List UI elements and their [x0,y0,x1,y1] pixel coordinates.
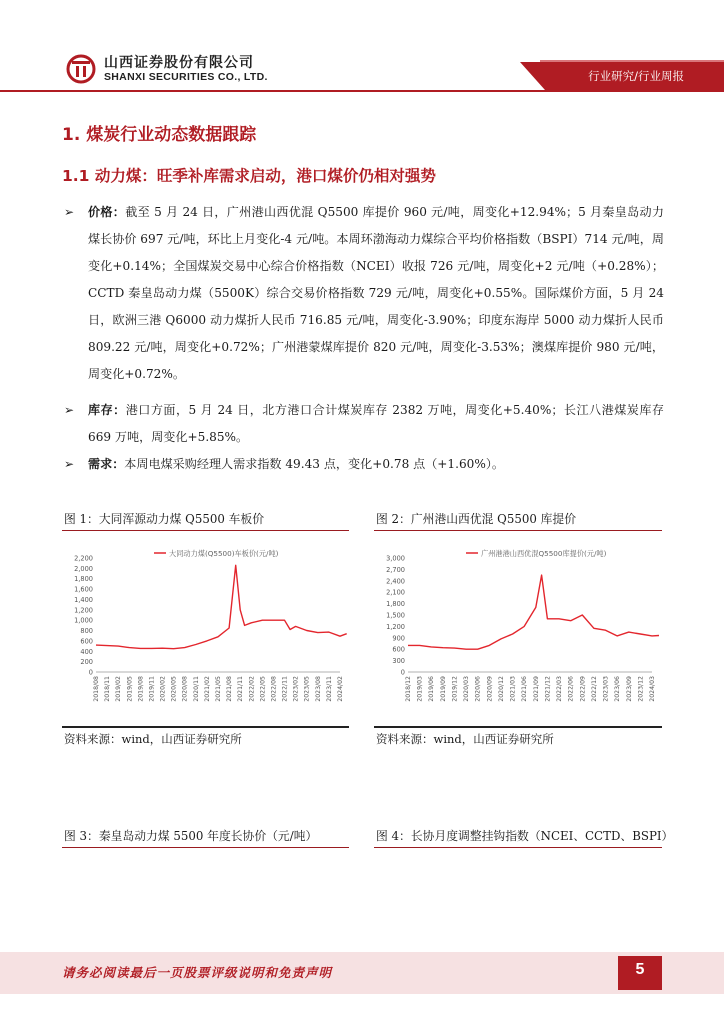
figure-1-top-rule [62,530,349,531]
bullet-inventory [64,397,664,451]
figure-2-bottom-rule [374,726,662,728]
y-tick-label: 600 [392,645,405,654]
figure-2-title: 图 2：广州港山西优混 Q5500 库提价 [376,512,577,526]
y-tick-label: 1,800 [386,600,405,609]
x-tick-label: 2019/08 [137,676,145,702]
y-tick-label: 900 [392,634,405,643]
y-tick-label: 2,000 [74,564,93,573]
figure-1-bottom-rule [62,726,349,728]
y-tick-label: 1,800 [74,575,93,584]
x-tick-label: 2023/12 [637,676,645,702]
x-tick-label: 2023/05 [303,676,311,702]
x-tick-label: 2019/06 [428,676,436,702]
y-tick-label: 3,000 [386,554,405,563]
x-tick-label: 2021/02 [203,676,211,702]
bullet-label: 需求： [88,457,125,471]
legend-label: 大同动力煤(Q5500)车板价(元/吨) [169,549,279,558]
figure-2-top-rule [374,530,662,531]
series-line [408,575,659,649]
figure-3-top-rule [62,847,349,848]
x-tick-label: 2020/05 [170,676,178,702]
x-tick-label: 2020/03 [463,676,471,702]
y-tick-label: 400 [80,647,93,656]
company-logo [66,54,96,84]
x-tick-label: 2022/05 [259,676,267,702]
figure-2-source: 资料来源：wind，山西证券研究所 [376,732,554,746]
arrow-bullet-icon: ➢ [64,403,75,417]
bullet-text: 港口方面，5 月 24 日，北方港口合计煤炭库存 2382 万吨，周变化+5.40%；长江八港煤炭库存 669 万吨，周变化+5.85%。 [88,403,664,444]
x-tick-label: 2020/09 [486,676,494,702]
x-tick-label: 2019/02 [115,676,123,702]
x-tick-label: 2021/05 [215,676,222,702]
chart-2 [374,540,664,722]
figure-4-title: 图 4：长协月度调整挂钩指数（NCEI、CCTD、BSPI） [376,829,674,843]
bullet-text: 本周电煤采购经理人需求指数 49.43 点，变化+0.78 点（+1.60%）。 [124,457,504,471]
x-tick-label: 2020/08 [181,676,189,702]
bullet-price [64,199,664,388]
x-tick-label: 2022/12 [590,676,598,702]
x-tick-label: 2021/03 [509,676,517,702]
x-tick-label: 2022/11 [281,676,289,702]
x-tick-label: 2022/06 [567,676,575,702]
x-tick-label: 2022/08 [270,676,278,702]
figure-4-top-rule [374,847,662,848]
x-tick-label: 2022/03 [556,676,564,702]
bullet-demand [64,451,664,478]
x-tick-label: 2019/11 [148,676,156,702]
chart-1 [62,540,352,722]
x-tick-label: 2020/12 [497,676,505,702]
y-tick-label: 800 [80,627,93,636]
x-tick-label: 2024/03 [649,676,656,702]
y-tick-label: 2,100 [386,588,405,597]
y-tick-label: 200 [80,658,93,667]
y-tick-label: 1,200 [386,622,405,631]
y-tick-label: 2,700 [386,565,405,574]
bullet-label: 价格： [88,205,126,219]
y-tick-label: 1,600 [74,585,93,594]
y-tick-label: 300 [392,657,405,666]
x-tick-label: 2023/08 [314,676,322,702]
x-tick-label: 2022/02 [248,676,256,702]
x-tick-label: 2023/11 [325,676,333,702]
x-tick-label: 2019/05 [126,676,134,702]
disclaimer-note: 请务必阅读最后一页股票评级说明和免责声明 [62,965,333,980]
y-tick-label: 0 [88,668,93,677]
x-tick-label: 2023/06 [614,676,622,702]
x-tick-label: 2019/09 [439,676,447,702]
y-tick-label: 0 [400,668,405,677]
x-tick-label: 2023/09 [625,676,633,702]
bullet-label: 库存： [88,403,126,417]
report-category: 行业研究/行业周报 [588,69,684,83]
section-heading: 1. 煤炭行业动态数据跟踪 [62,125,257,145]
figure-3-title: 图 3：秦皇岛动力煤 5500 年度长协价（元/吨） [64,829,318,843]
x-tick-label: 2021/06 [521,676,529,702]
y-tick-label: 600 [80,637,93,646]
arrow-bullet-icon: ➢ [64,205,75,219]
x-tick-label: 2021/09 [532,676,540,702]
y-tick-label: 1,200 [74,606,93,615]
x-tick-label: 2022/09 [579,676,587,702]
x-tick-label: 2018/11 [104,676,112,702]
x-tick-label: 2020/11 [192,676,200,702]
legend-label: 广州港港山西优混Q5500库提价(元/吨) [481,549,607,558]
x-tick-label: 2018/08 [93,676,100,702]
bullet-text: 截至 5 月 24 日，广州港山西优混 Q5500 库提价 960 元/吨，周变化+12.94%；5 月秦皇岛动力煤长协价 697 元/吨，环比上月变化-4 元/吨。本周环渤海动力煤综合平均价格指数（BSPI）714 元/吨，周变化+0.14%；全国煤炭交易中心综合价格指数（NCEI）收报 726 元/吨，周变化+2 元/吨（+0.28%）；CCTD 秦皇岛动力煤（5500K）综合交易价格指数 729 元/吨，周变化+0.55%。国际煤价方面，5 月 24 日，欧洲三港 Q6000 动力煤折人民币 716.85 元/吨，周变化-3.90%；印度东海岸 5000 动力煤折人民币 809.22 元/吨，周变化+0.72%；广州港蒙煤库提价 820 元/吨，周变化-3.53%；澳煤库提价 980 元/吨，周变化+0.72%。 [88,205,664,381]
x-tick-label: 2021/08 [226,676,234,702]
y-tick-label: 1,000 [74,616,93,625]
y-tick-label: 1,400 [74,595,93,604]
y-tick-label: 2,400 [386,577,405,586]
x-tick-label: 2019/12 [451,676,459,702]
y-tick-label: 2,200 [74,554,93,563]
x-tick-label: 2020/02 [159,676,167,702]
y-tick-label: 1,500 [386,611,405,620]
x-tick-label: 2021/11 [237,676,245,702]
x-tick-label: 2024/02 [337,676,344,702]
figure-1-title: 图 1：大同浑源动力煤 Q5500 车板价 [64,512,265,526]
page-number: 5 [635,961,645,978]
series-line [96,565,347,648]
company-name-en: SHANXI SECURITIES CO., LTD. [104,71,268,83]
x-tick-label: 2018/12 [405,676,412,702]
company-name-cn: 山西证券股份有限公司 [104,55,254,71]
x-tick-label: 2019/03 [416,676,424,702]
subsection-heading: 1.1 动力煤：旺季补库需求启动，港口煤价仍相对强势 [62,167,436,185]
x-tick-label: 2021/12 [544,676,552,702]
x-tick-label: 2023/02 [292,676,300,702]
figure-1-source: 资料来源：wind，山西证券研究所 [64,732,242,746]
x-tick-label: 2020/06 [474,676,482,702]
x-tick-label: 2023/03 [602,676,610,702]
arrow-bullet-icon: ➢ [64,457,75,471]
